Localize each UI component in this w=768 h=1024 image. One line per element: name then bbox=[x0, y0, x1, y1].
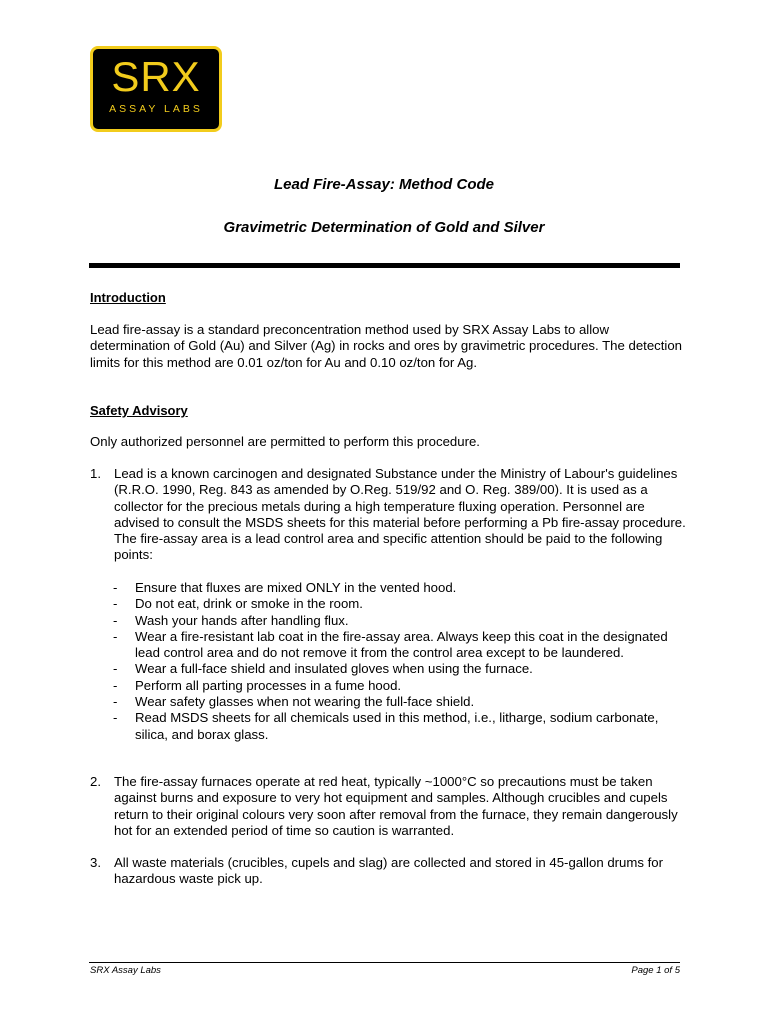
list-item-text: Wash your hands after handling flux. bbox=[135, 612, 349, 628]
list-item: - Read MSDS sheets for all chemicals used in this method, i.e., litharge, sodium carbonate, silica, and borax glass. bbox=[113, 710, 659, 742]
document-subtitle: Gravimetric Determination of Gold and Silver bbox=[223, 219, 545, 236]
item-text: Lead is a known carcinogen and designated Substance under the Ministry of Labour's guidelines (R.R.O. 1990, Reg. 843 as amended by O.Reg. 519/92 and O. Reg. 389/00). It is used as a collector for the precious metals during a high temperature fluxing operation. Personnel are advised to consult the MSDS sheets for this material before performing a Pb fire-assay procedure. The fire-assay area is a lead control area and specific attention should be paid to the following points: bbox=[114, 466, 686, 563]
list-item-text: Wear safety glasses when not wearing the full-face shield. bbox=[135, 694, 475, 710]
list-item-text: Read MSDS sheets for all chemicals used in this method, i.e., litharge, sodium carbonate, silica, and borax glass. bbox=[135, 710, 659, 742]
list-item: - Wash your hands after handling flux. bbox=[113, 612, 349, 628]
footer-company: SRX Assay Labs bbox=[90, 965, 161, 976]
safety-heading: Safety Advisory bbox=[90, 403, 188, 418]
introduction-text: Lead fire-assay is a standard preconcentration method used by SRX Assay Labs to allow determination of Gold (Au) and Silver (Ag) in rocks and ores by gravimetric procedures. The detection limits for this method are 0.01 oz/ton for Au and 0.10 oz/ton for Ag. bbox=[90, 322, 683, 370]
list-item: - Ensure that fluxes are mixed ONLY in the vented hood. bbox=[113, 580, 457, 595]
list-item: - Wear safety glasses when not wearing the full-face shield. bbox=[113, 694, 475, 710]
safety-item-3 bbox=[90, 855, 690, 888]
item-number: 2. bbox=[90, 774, 101, 789]
introduction-heading: Introduction bbox=[90, 290, 166, 305]
list-item-text: Wear a full-face shield and insulated gloves when using the furnace. bbox=[135, 661, 533, 677]
title-divider bbox=[89, 263, 680, 268]
safety-item-2 bbox=[90, 774, 690, 839]
list-item: - Do not eat, drink or smoke in the room. bbox=[113, 596, 363, 612]
list-item-text: Do not eat, drink or smoke in the room. bbox=[135, 596, 363, 612]
document-title: Lead Fire-Assay: Method Code bbox=[273, 176, 495, 193]
list-item: - Wear a fire-resistant lab coat in the fire-assay area. Always keep this coat in the designated lead control area and do not remove it from the control area except to be laundered. bbox=[113, 628, 668, 661]
list-item-text: Ensure that fluxes are mixed ONLY in the vented hood. bbox=[135, 580, 457, 595]
safety-item-1 bbox=[90, 466, 690, 564]
list-item: - Wear a full-face shield and insulated gloves when using the furnace. bbox=[113, 661, 533, 677]
list-item-text: Perform all parting processes in a fume hood. bbox=[135, 677, 402, 693]
company-logo bbox=[90, 46, 222, 132]
list-item-text: Wear a fire-resistant lab coat in the fire-assay area. Always keep this coat in the designated lead control area and do not remove it from the control area except to be laundered. bbox=[135, 628, 668, 661]
list-item: - Perform all parting processes in a fume hood. bbox=[113, 677, 402, 693]
logo-sub-text: ASSAY LABS bbox=[109, 103, 203, 115]
item-text: All waste materials (crucibles, cupels and slag) are collected and stored in 45-gallon drums for hazardous waste pick up. bbox=[114, 855, 664, 887]
item-text: The fire-assay furnaces operate at red heat, typically ~1000°C so precautions must be taken against burns and exposure to very hot equipment and samples. Although crucibles and cupels return to their original colours very soon after removal from the furnace, they remain dangerously hot for an extended period of time so caution is warranted. bbox=[114, 774, 678, 838]
item-number: 1. bbox=[90, 466, 101, 481]
safety-bullet-list bbox=[113, 580, 673, 743]
safety-intro-text: Only authorized personnel are permitted to perform this procedure. bbox=[90, 434, 480, 449]
logo-main-text: SRX bbox=[111, 53, 201, 100]
item-number: 3. bbox=[90, 855, 101, 870]
footer-divider bbox=[89, 962, 680, 963]
footer-page-number: Page 1 of 5 bbox=[631, 965, 680, 976]
